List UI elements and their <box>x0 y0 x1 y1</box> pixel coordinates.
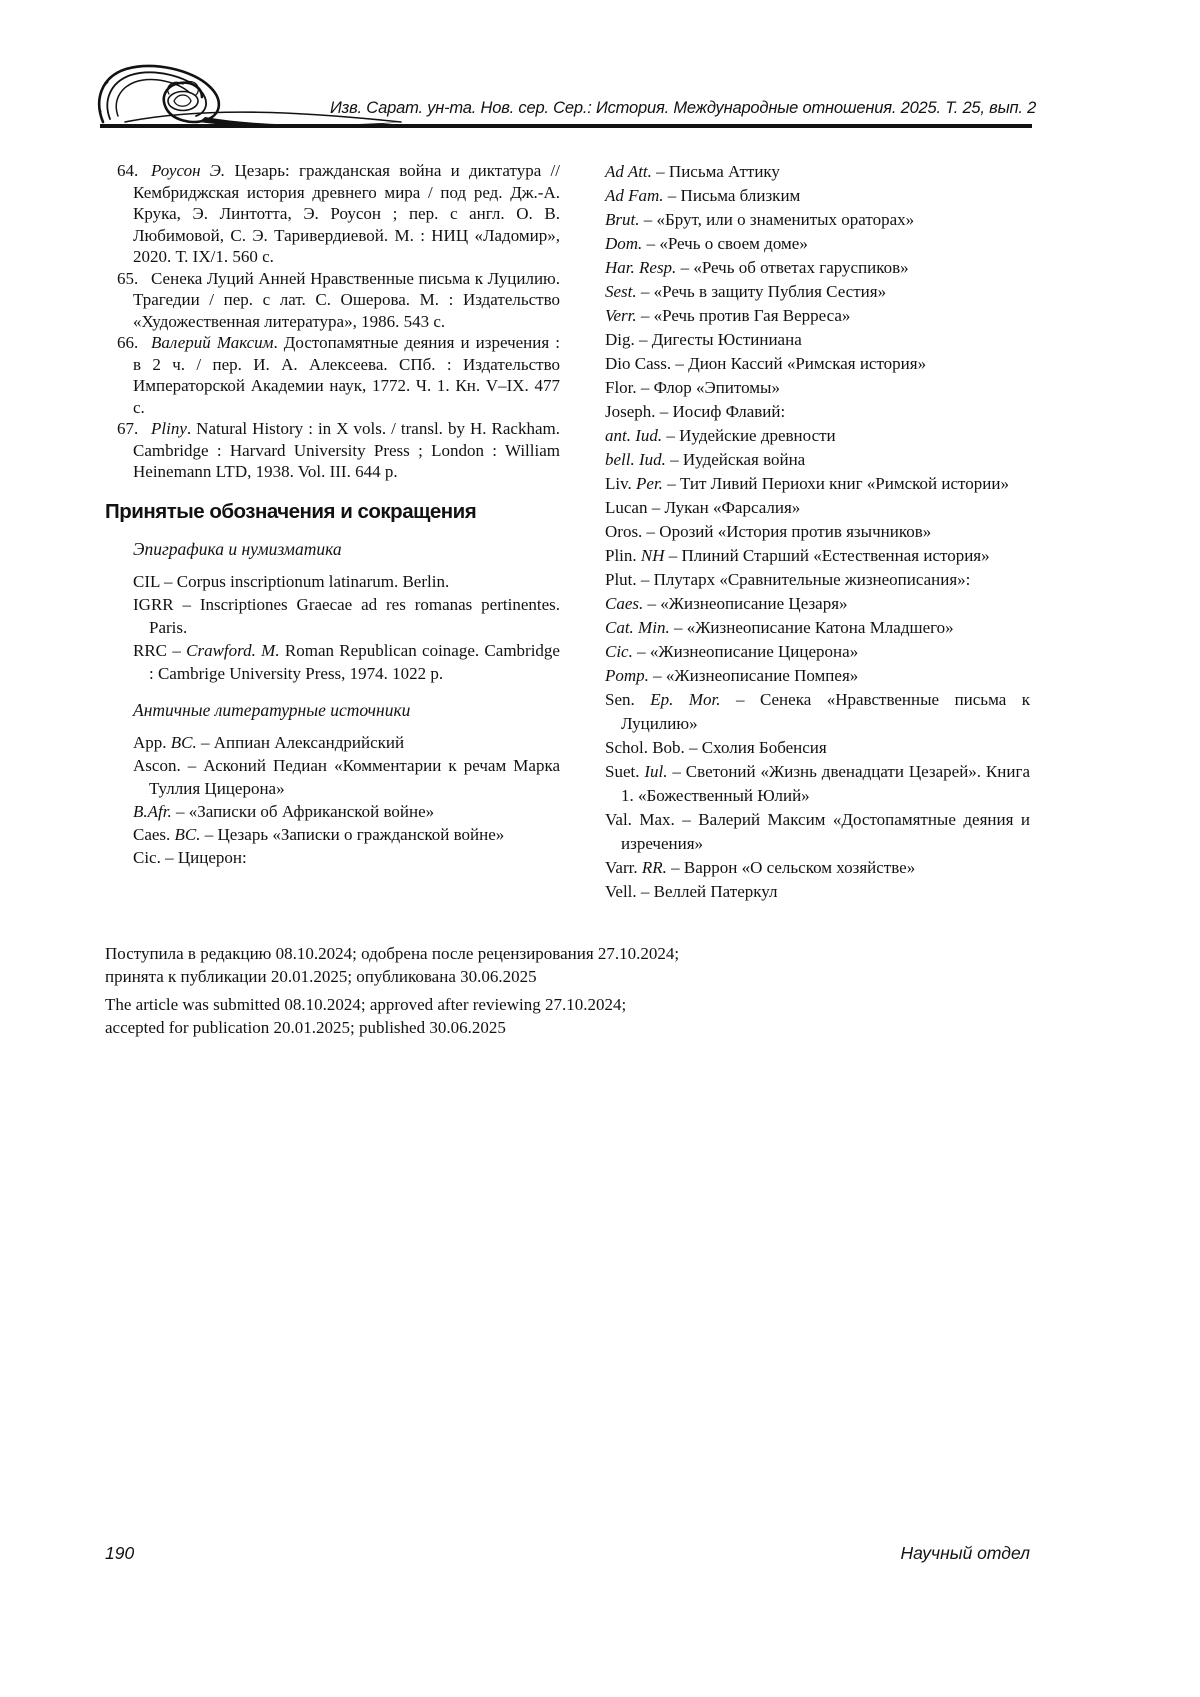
abbreviation-entry <box>133 570 560 593</box>
text-run: Ad Fam. <box>605 186 664 205</box>
text-run: – Письма близким <box>663 186 801 205</box>
abbreviation-entry <box>133 800 560 823</box>
abbreviation-entry <box>133 754 560 800</box>
text-run: – «Жизнеописание Катона Младшего» <box>669 618 954 637</box>
text-run: Cat. Min. <box>605 618 670 637</box>
text-run: Sest. <box>605 282 637 301</box>
literary-sources-list-left <box>105 731 560 869</box>
text-run: – «Брут, или о знаменитых ораторах» <box>639 210 915 229</box>
submission-dates-en <box>105 993 865 1039</box>
reference-number: 67. <box>117 419 139 438</box>
abbreviation-entry <box>605 448 1030 472</box>
left-column <box>105 160 560 869</box>
text-run: – «Речь о своем доме» <box>642 234 808 253</box>
text-run: Ad Att. <box>605 162 652 181</box>
abbreviation-entry <box>605 688 1030 736</box>
text-run: Caes. <box>605 594 644 613</box>
abbreviation-entry <box>605 760 1030 808</box>
text-run: Liv. <box>605 474 637 493</box>
section-name: Научный отдел <box>900 1543 1030 1563</box>
text-run: Dio Cass. – Дион Кассий «Римская история» <box>605 354 927 373</box>
text-run: App. <box>133 732 171 752</box>
abbreviation-entry <box>133 823 560 846</box>
abbreviation-entry <box>605 520 1030 544</box>
submission-line: accepted for publication 20.01.2025; published 30.06.2025 <box>105 1018 506 1037</box>
text-run: RRC – <box>133 640 187 660</box>
text-run: Verr. <box>605 306 637 325</box>
text-run: Cic. – Цицерон: <box>133 847 247 867</box>
text-run: Ep. Mor. <box>650 690 721 709</box>
text-run: – «Речь против Гая Верреса» <box>636 306 851 325</box>
reference-item <box>105 332 560 418</box>
text-run: – Варрон «О сельском хозяйстве» <box>666 858 916 877</box>
header-rule <box>100 124 1032 128</box>
text-run: Crawford. M. <box>186 640 280 660</box>
text-run: . Достопамятные деяния и изречения : в 2 ч. / пер. И. А. Алексеева. СПб. : Издательство Императорской Академии наук, 1772. Ч. 1. Кн. V–IX. 477 с. <box>133 333 560 417</box>
text-run: – «Речь в защиту Публия Сестия» <box>636 282 887 301</box>
abbreviation-entry <box>605 736 1030 760</box>
text-run: . Natural History : in X vols. / transl. by H. Rackham. Cambridge : Harvard University Press ; London : William Heinemann LTD, 1938. Vol. III. 644 p. <box>133 419 560 481</box>
abbreviation-entry <box>605 256 1030 280</box>
abbreviation-entry <box>605 856 1030 880</box>
text-run: Varr. <box>605 858 642 877</box>
text-run: Brut. <box>605 210 640 229</box>
abbreviation-entry <box>605 208 1030 232</box>
text-run: – «Жизнеописание Цицерона» <box>632 642 859 661</box>
abbreviation-entry <box>605 424 1030 448</box>
text-run: Plin. <box>605 546 641 565</box>
text-run: BC. <box>174 824 201 844</box>
abbreviation-entry <box>605 880 1030 904</box>
abbreviation-entry <box>605 352 1030 376</box>
text-run: – Иудейские древности <box>662 426 836 445</box>
text-run: – Аппиан Александрийский <box>196 732 405 752</box>
epigraphy-list <box>105 570 560 685</box>
page-number: 190 <box>105 1543 135 1563</box>
text-run: RR. <box>641 858 667 877</box>
abbreviation-entry <box>133 593 560 639</box>
text-run: Pomp. <box>605 666 649 685</box>
abbreviation-entry <box>605 640 1030 664</box>
text-run: – Плиний Старший «Естественная история» <box>664 546 990 565</box>
text-run: Сенека Луций Анней Нравственные письма к Луцилию. Трагедии / пер. с лат. С. Ошерова. М. : Издательство «Художественная литература», 1986. 543 с. <box>133 268 560 331</box>
text-run: – «Жизнеописание Цезаря» <box>643 594 848 613</box>
text-run: Цезарь: гражданская война и диктатура // Кембриджская история древнего мира / под ред. Дж.-А. Крука, Э. Линтотта, Э. Роусон ; пер. с англ. О. В. Любимовой, С. Э. Таривердиевой. М. : НИЦ «Ладомир», 2020. Т. IX/1. 560 с. <box>133 161 560 266</box>
text-run: Cic. <box>605 642 633 661</box>
abbreviation-entry <box>605 400 1030 424</box>
text-run: BC. <box>170 732 197 752</box>
text-run: – «Жизнеописание Помпея» <box>648 666 859 685</box>
abbreviation-entry <box>605 280 1030 304</box>
abbreviation-entry <box>605 616 1030 640</box>
text-run: Dig. – Дигесты Юстиниана <box>605 330 802 349</box>
abbreviations-heading: Принятые обозначения и сокращения <box>105 499 477 523</box>
text-run: Ascon. – Асконий Педиан «Комментарии к речам Марка Туллия Цицерона» <box>133 755 560 798</box>
subsection-literary-title: Античные литературные источники <box>133 699 411 720</box>
abbreviation-entry <box>605 808 1030 856</box>
text-run: Per. <box>636 474 663 493</box>
text-run: Sen. <box>605 690 651 709</box>
text-run: Валерий Максим <box>151 333 274 352</box>
text-run: – Тит Ливий Периохи книг «Римской истории» <box>662 474 1009 493</box>
text-run: – «Записки об Африканской войне» <box>171 801 435 821</box>
abbreviation-entry <box>605 568 1030 592</box>
reference-item <box>105 268 560 333</box>
text-run: B.Afr. <box>133 801 172 821</box>
text-run: Pliny <box>151 419 187 438</box>
abbreviation-entry <box>133 639 560 685</box>
text-run: CIL – Corpus inscriptionum latinarum. Berlin. <box>133 571 450 591</box>
abbreviation-entry <box>133 731 560 754</box>
abbreviation-entry <box>605 664 1030 688</box>
text-run: Роусон Э. <box>151 161 226 180</box>
abbreviation-entry <box>605 328 1030 352</box>
text-run: Lucan – Лукан «Фарсалия» <box>605 498 801 517</box>
submission-line: Поступила в редакцию 08.10.2024; одобрена после рецензирования 27.10.2024; <box>105 944 680 963</box>
subsection-epigraphy-title: Эпиграфика и нумизматика <box>133 538 342 559</box>
text-run: – Светоний «Жизнь двенадцати Цезарей». Книга 1. «Божественный Юлий» <box>621 762 1030 805</box>
text-run: Plut. – Плутарх «Сравнительные жизнеописания»: <box>605 570 971 589</box>
text-run: bell. Iud. <box>605 450 666 469</box>
text-run: – Иудейская война <box>665 450 806 469</box>
abbreviation-entry <box>133 846 560 869</box>
reference-item <box>105 418 560 483</box>
reference-number: 64. <box>117 161 139 180</box>
reference-number: 66. <box>117 333 139 352</box>
abbreviation-entry <box>605 160 1030 184</box>
text-run: Joseph. – Иосиф Флавий: <box>605 402 786 421</box>
text-run: Oros. – Орозий «История против язычников» <box>605 522 932 541</box>
text-run: Iul. <box>644 762 668 781</box>
text-run: NH <box>640 546 665 565</box>
submission-line: The article was submitted 08.10.2024; approved after reviewing 27.10.2024; <box>105 995 627 1014</box>
text-run: – Сенека «Нравственные письма к Луцилию» <box>621 690 1030 733</box>
abbreviation-entry <box>605 232 1030 256</box>
right-column <box>605 160 1030 904</box>
text-run: Schol. Bob. – Схолия Бобенсия <box>605 738 827 757</box>
text-run: ant. Iud. <box>605 426 663 445</box>
text-run: Val. Max. – Валерий Максим «Достопамятные деяния и изречения» <box>605 810 1030 853</box>
abbreviation-entry <box>605 592 1030 616</box>
abbreviation-entry <box>605 496 1030 520</box>
journal-title: Изв. Сарат. ун-та. Нов. сер. Сер.: История. Международные отношения. 2025. Т. 25, вып. 2 <box>330 99 1037 117</box>
text-run: Roman Republican coinage. Cambridge : Cambrige University Press, 1974. 1022 p. <box>149 640 560 683</box>
literary-sources-list-right <box>605 160 1030 904</box>
text-run: – Цезарь «Записки о гражданской войне» <box>200 824 505 844</box>
text-run: – «Речь об ответах гаруспиков» <box>676 258 909 277</box>
reference-number: 65. <box>117 268 139 288</box>
submission-line: принята к публикации 20.01.2025; опубликована 30.06.2025 <box>105 967 537 986</box>
abbreviation-entry <box>605 544 1030 568</box>
text-run: Har. Resp. <box>605 258 677 277</box>
abbreviation-entry <box>605 184 1030 208</box>
submission-dates-ru <box>105 942 865 988</box>
text-run: Suet. <box>605 762 645 781</box>
text-run: Dom. <box>605 234 643 253</box>
text-run: – Письма Аттику <box>651 162 780 181</box>
text-run: Flor. – Флор «Эпитомы» <box>605 378 780 397</box>
reference-item <box>105 160 560 268</box>
text-run: Vell. – Веллей Патеркул <box>605 882 778 901</box>
ornament-logo <box>95 64 407 128</box>
text-run: IGRR – Inscriptiones Graecae ad res romanas pertinentes. Paris. <box>133 594 560 637</box>
reference-list <box>105 160 560 483</box>
page-footer <box>105 1543 1030 1564</box>
text-run: Caes. <box>133 824 175 844</box>
abbreviation-entry <box>605 472 1030 496</box>
abbreviation-entry <box>605 304 1030 328</box>
abbreviation-entry <box>605 376 1030 400</box>
